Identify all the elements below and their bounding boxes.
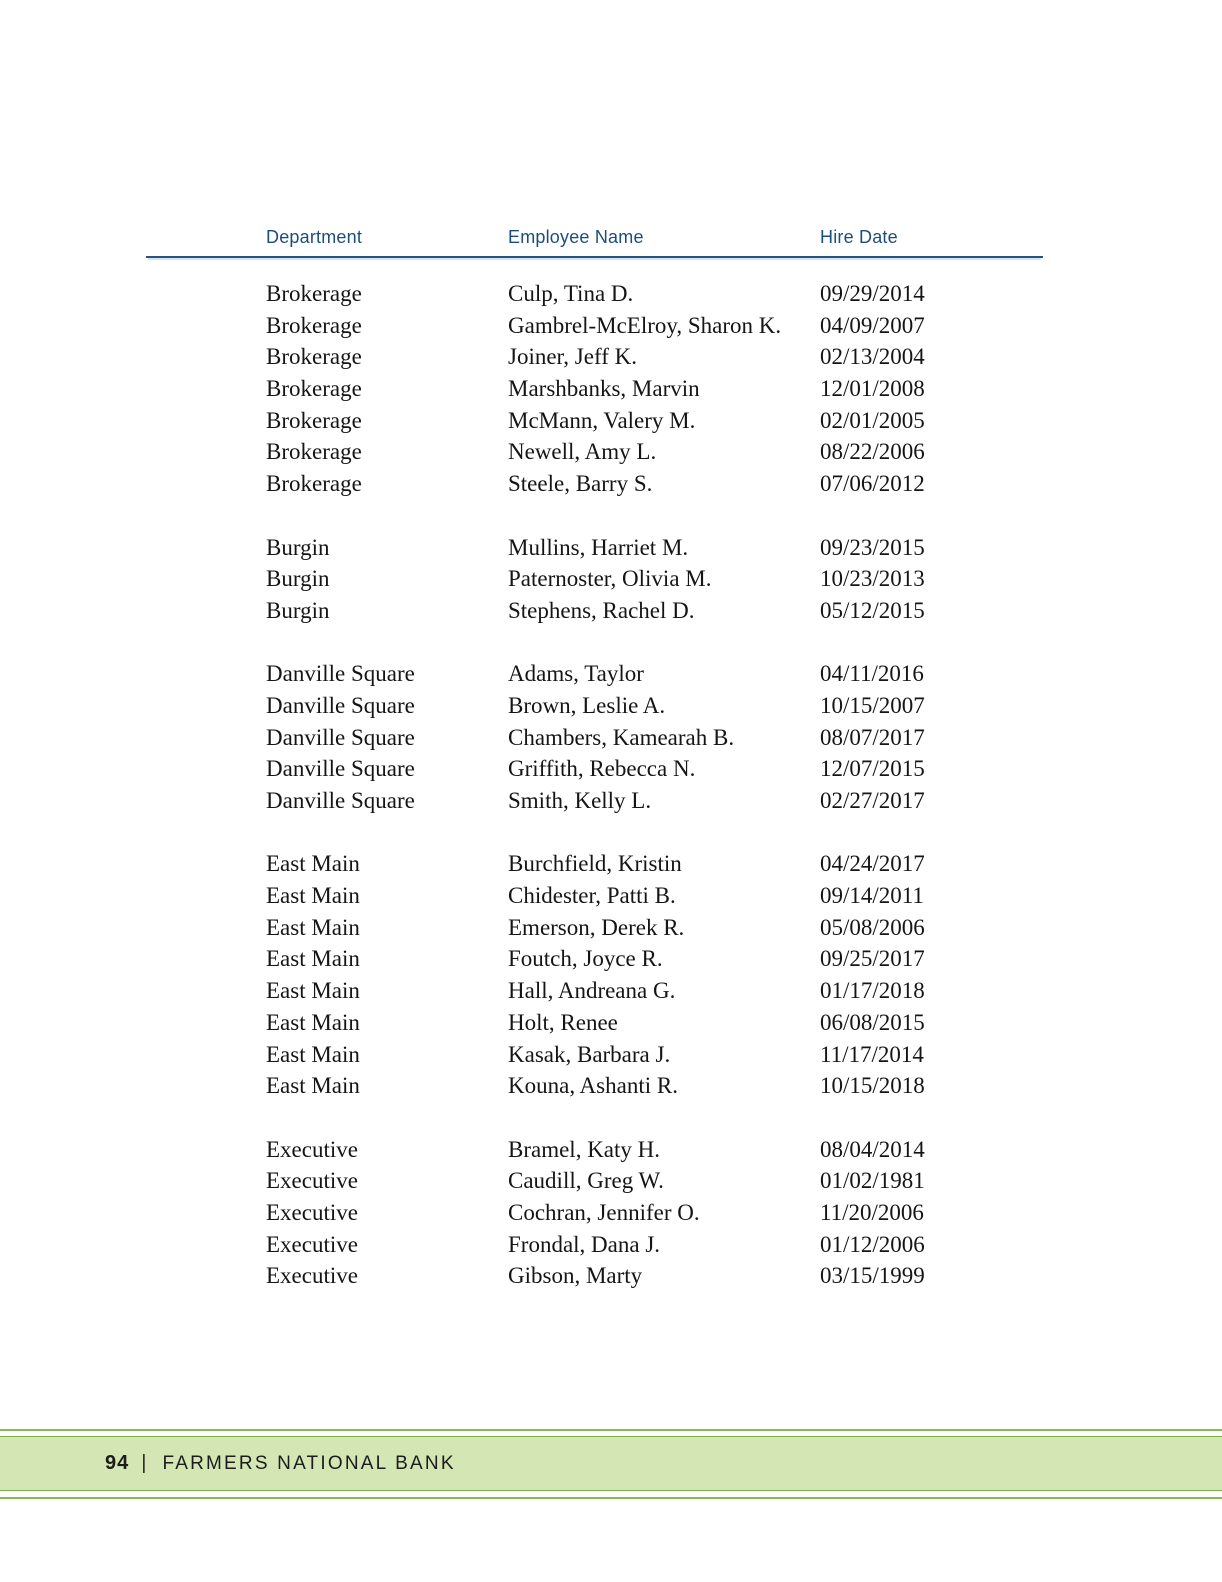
employee-name-cell: Burchfield, Kristin [508,851,682,877]
hire-date-cell: 09/23/2015 [820,534,925,560]
employee-name-cell: Gambrel-McElroy, Sharon K. [508,312,782,338]
hire-date-cell: 11/17/2014 [820,1041,924,1067]
hire-date-cell: 02/01/2005 [820,407,925,433]
footer-brand: FARMERS NATIONAL BANK [162,1452,456,1474]
table-row [146,722,1043,754]
department-cell: Brokerage [266,439,362,465]
department-cell: Executive [266,1168,358,1194]
department-cell: East Main [266,914,360,940]
department-cell: Brokerage [266,407,362,433]
department-cell: Executive [266,1136,358,1162]
department-group [146,278,1043,500]
department-cell: East Main [266,1041,360,1067]
department-cell: Danville Square [266,661,415,687]
footer-band [0,1436,1222,1491]
hire-date-cell: 12/01/2008 [820,376,925,402]
hire-date-cell: 12/07/2015 [820,756,925,782]
hire-date-cell: 09/29/2014 [820,281,925,306]
hire-date-cell: 01/02/1981 [820,1168,925,1194]
department-cell: East Main [266,978,360,1004]
table-row [146,310,1043,342]
employee-name-cell: Bramel, Katy H. [508,1136,661,1162]
department-cell: Brokerage [266,376,362,402]
table-row [146,563,1043,595]
employee-name-cell: McMann, Valery M. [508,407,696,433]
footer-bottom-rule [0,1497,1222,1499]
table-row [146,373,1043,405]
department-cell: Danville Square [266,724,415,750]
employee-name-cell: Joiner, Jeff K. [508,344,637,370]
table-body [146,278,1043,1292]
table-row [146,468,1043,500]
table-row [146,1007,1043,1039]
table-row [146,1070,1043,1102]
column-header-department: Department [266,227,363,247]
hire-date-cell: 01/17/2018 [820,978,925,1004]
employee-table [146,227,1043,1292]
hire-date-cell: 08/04/2014 [820,1136,925,1162]
table-row [146,1165,1043,1197]
hire-date-cell: 08/07/2017 [820,724,925,750]
department-cell: Executive [266,1231,358,1257]
department-cell: Danville Square [266,756,415,782]
employee-name-cell: Smith, Kelly L. [508,788,652,813]
hire-date-cell: 05/12/2015 [820,597,925,623]
employee-name-cell: Griffith, Rebecca N. [508,756,696,782]
hire-date-cell: 06/08/2015 [820,1009,925,1035]
table-row [146,341,1043,373]
department-cell: Burgin [266,597,330,623]
department-cell: Brokerage [266,281,362,306]
department-cell: Executive [266,1199,358,1225]
hire-date-cell: 09/25/2017 [820,946,925,972]
employee-name-cell: Chidester, Patti B. [508,883,676,909]
table-row [146,753,1043,785]
department-group [146,848,1043,1102]
employee-name-cell: Cochran, Jennifer O. [508,1199,700,1225]
department-group [146,1134,1043,1292]
employee-name-cell: Steele, Barry S. [508,471,653,497]
department-cell: East Main [266,1073,360,1099]
employee-name-cell: Frondal, Dana J. [508,1231,661,1257]
table-row [146,436,1043,468]
hire-date-cell: 02/13/2004 [820,344,925,370]
employee-name-cell: Marshbanks, Marvin [508,376,700,402]
column-header-employee-name: Employee Name [508,227,644,247]
hire-date-cell: 04/09/2007 [820,312,925,338]
department-cell: East Main [266,883,360,909]
employee-name-cell: Paternoster, Olivia M. [508,566,712,592]
department-cell: East Main [266,1009,360,1035]
department-cell: Brokerage [266,312,362,338]
footer-top-rule [0,1429,1222,1431]
footer-separator: | [141,1452,147,1474]
department-cell: Brokerage [266,471,362,497]
hire-date-cell: 11/20/2006 [820,1199,924,1225]
hire-date-cell: 08/22/2006 [820,439,925,465]
department-cell: Executive [266,1263,358,1289]
table-row [146,532,1043,564]
table-row [146,595,1043,627]
employee-name-cell: Kouna, Ashanti R. [508,1073,678,1099]
table-row [146,405,1043,437]
employee-name-cell: Newell, Amy L. [508,439,657,465]
hire-date-cell: 09/14/2011 [820,883,924,909]
hire-date-cell: 03/15/1999 [820,1263,925,1289]
table-row [146,1197,1043,1229]
hire-date-cell: 02/27/2017 [820,788,925,813]
table-row [146,785,1043,817]
table-row [146,1229,1043,1261]
department-cell: Burgin [266,534,330,560]
department-group [146,532,1043,627]
department-cell: Danville Square [266,788,415,813]
page-number: 94 [105,1452,130,1474]
hire-date-cell: 05/08/2006 [820,914,925,940]
table-row [146,880,1043,912]
table-row [146,690,1043,722]
employee-name-cell: Mullins, Harriet M. [508,534,689,560]
table-row [146,912,1043,944]
employee-name-cell: Caudill, Greg W. [508,1168,664,1194]
table-row [146,975,1043,1007]
department-cell: East Main [266,851,360,877]
table-row [146,658,1043,690]
department-group [146,658,1043,816]
table-row [146,943,1043,975]
employee-name-cell: Brown, Leslie A. [508,692,666,718]
department-cell: Brokerage [266,344,362,370]
employee-name-cell: Stephens, Rachel D. [508,597,695,623]
department-cell: Danville Square [266,692,415,718]
hire-date-cell: 04/11/2016 [820,661,924,687]
employee-name-cell: Culp, Tina D. [508,281,634,306]
hire-date-cell: 10/15/2018 [820,1073,925,1099]
table-row [146,1134,1043,1166]
table-header-row [146,227,1043,258]
hire-date-cell: 10/15/2007 [820,692,925,718]
employee-name-cell: Foutch, Joyce R. [508,946,663,972]
department-cell: Burgin [266,566,330,592]
employee-name-cell: Hall, Andreana G. [508,978,676,1004]
table-row [146,278,1043,310]
hire-date-cell: 07/06/2012 [820,471,925,497]
table-row [146,1260,1043,1292]
hire-date-cell: 01/12/2006 [820,1231,925,1257]
hire-date-cell: 10/23/2013 [820,566,925,592]
employee-name-cell: Kasak, Barbara J. [508,1041,671,1067]
employee-name-cell: Adams, Taylor [508,661,644,687]
table-row [146,1039,1043,1071]
department-cell: East Main [266,946,360,972]
employee-name-cell: Gibson, Marty [508,1263,643,1289]
column-header-hire-date: Hire Date [820,227,898,247]
employee-name-cell: Holt, Renee [508,1009,618,1035]
employee-name-cell: Chambers, Kamearah B. [508,724,735,750]
employee-name-cell: Emerson, Derek R. [508,914,685,940]
table-row [146,848,1043,880]
hire-date-cell: 04/24/2017 [820,851,925,877]
